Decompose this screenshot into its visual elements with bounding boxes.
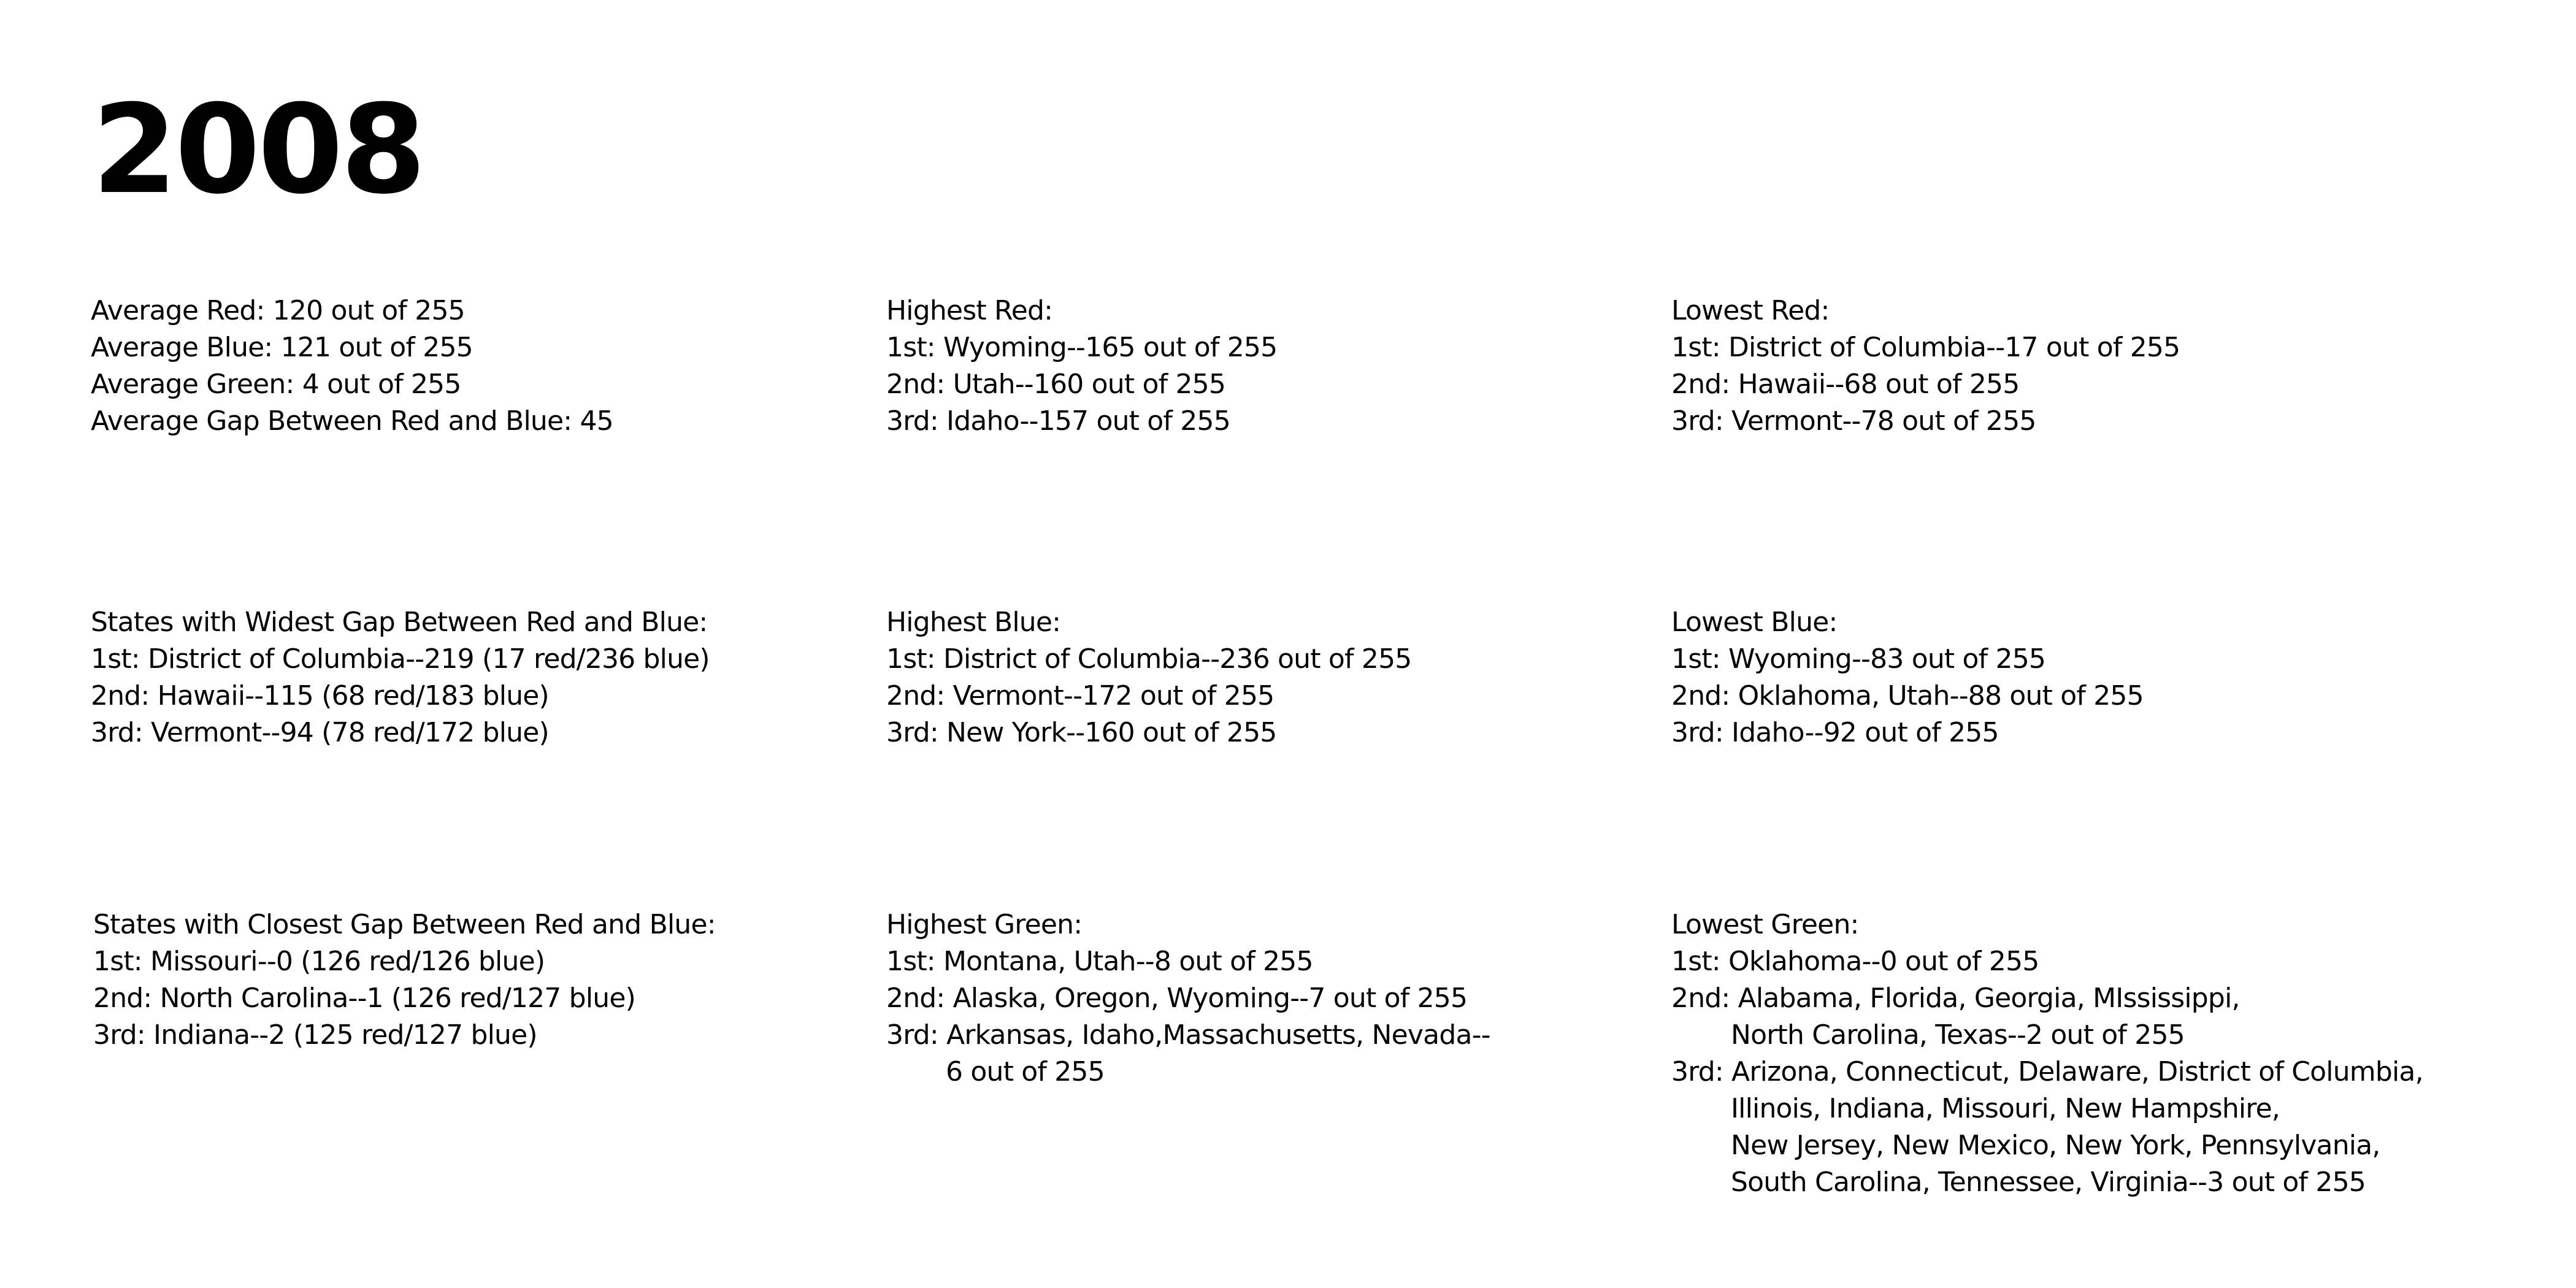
- average-gap-line: Average Gap Between Red and Blue: 45: [91, 405, 613, 437]
- lowest-blue-3rd: 3rd: Idaho--92 out of 255: [1671, 717, 1999, 748]
- lowest-red-heading: Lowest Red:: [1671, 295, 1830, 326]
- widest-gap-3rd: 3rd: Vermont--94 (78 red/172 blue): [91, 717, 549, 748]
- widest-gap-block: [91, 604, 710, 751]
- highest-blue-heading: Highest Blue:: [886, 607, 1061, 638]
- highest-blue-3rd: 3rd: New York--160 out of 255: [886, 717, 1277, 748]
- highest-green-3rd-continued: 6 out of 255: [946, 1056, 1105, 1087]
- lowest-green-heading: Lowest Green:: [1671, 909, 1859, 940]
- highest-blue-block: [886, 604, 1411, 751]
- average-green-line: Average Green: 4 out of 255: [91, 369, 461, 400]
- lowest-green-3rd: 3rd: Arizona, Connecticut, Delaware, District of Columbia,: [1671, 1056, 2423, 1087]
- highest-red-2nd: 2nd: Utah--160 out of 255: [886, 369, 1226, 400]
- lowest-red-1st: 1st: District of Columbia--17 out of 255: [1671, 332, 2180, 363]
- average-red-line: Average Red: 120 out of 255: [91, 295, 465, 326]
- highest-green-heading: Highest Green:: [886, 909, 1083, 940]
- widest-gap-1st: 1st: District of Columbia--219 (17 red/236 blue): [91, 643, 710, 675]
- highest-red-heading: Highest Red:: [886, 295, 1053, 326]
- lowest-green-1st: 1st: Oklahoma--0 out of 255: [1671, 946, 2039, 977]
- widest-gap-2nd: 2nd: Hawaii--115 (68 red/183 blue): [91, 680, 549, 711]
- lowest-blue-1st: 1st: Wyoming--83 out of 255: [1671, 643, 2046, 675]
- highest-blue-1st: 1st: District of Columbia--236 out of 255: [886, 643, 1412, 675]
- closest-gap-2nd: 2nd: North Carolina--1 (126 red/127 blue): [93, 983, 635, 1014]
- highest-green-block: [886, 907, 1490, 1091]
- page-title: 2008: [92, 79, 424, 221]
- lowest-green-3rd-continued-1: Illinois, Indiana, Missouri, New Hampshire,: [1731, 1093, 2280, 1124]
- closest-gap-heading: States with Closest Gap Between Red and Blue:: [93, 909, 716, 940]
- lowest-green-2nd: 2nd: Alabama, Florida, Georgia, MIssissippi,: [1671, 983, 2240, 1014]
- lowest-red-3rd: 3rd: Vermont--78 out of 255: [1671, 405, 2036, 437]
- highest-red-block: [886, 293, 1277, 440]
- closest-gap-3rd: 3rd: Indiana--2 (125 red/127 blue): [93, 1019, 537, 1051]
- lowest-green-2nd-continued: North Carolina, Texas--2 out of 255: [1731, 1019, 2185, 1051]
- highest-red-3rd: 3rd: Idaho--157 out of 255: [886, 405, 1230, 437]
- lowest-blue-heading: Lowest Blue:: [1671, 607, 1838, 638]
- closest-gap-block: [93, 907, 716, 1054]
- averages-block: [91, 293, 613, 440]
- highest-red-1st: 1st: Wyoming--165 out of 255: [886, 332, 1278, 363]
- lowest-blue-block: [1671, 604, 2144, 751]
- widest-gap-heading: States with Widest Gap Between Red and Blue:: [91, 607, 708, 638]
- lowest-green-block: [1671, 907, 2423, 1201]
- lowest-blue-2nd: 2nd: Oklahoma, Utah--88 out of 255: [1671, 680, 2144, 711]
- lowest-red-block: [1671, 293, 2180, 440]
- lowest-red-2nd: 2nd: Hawaii--68 out of 255: [1671, 369, 2020, 400]
- average-blue-line: Average Blue: 121 out of 255: [91, 332, 473, 363]
- closest-gap-1st: 1st: Missouri--0 (126 red/126 blue): [93, 946, 545, 977]
- highest-green-1st: 1st: Montana, Utah--8 out of 255: [886, 946, 1313, 977]
- highest-blue-2nd: 2nd: Vermont--172 out of 255: [886, 680, 1275, 711]
- highest-green-2nd: 2nd: Alaska, Oregon, Wyoming--7 out of 255: [886, 983, 1468, 1014]
- lowest-green-3rd-continued-3: South Carolina, Tennessee, Virginia--3 out of 255: [1731, 1167, 2366, 1198]
- lowest-green-3rd-continued-2: New Jersey, New Mexico, New York, Pennsylvania,: [1731, 1130, 2380, 1161]
- highest-green-3rd: 3rd: Arkansas, Idaho,Massachusetts, Nevada--: [886, 1019, 1490, 1051]
